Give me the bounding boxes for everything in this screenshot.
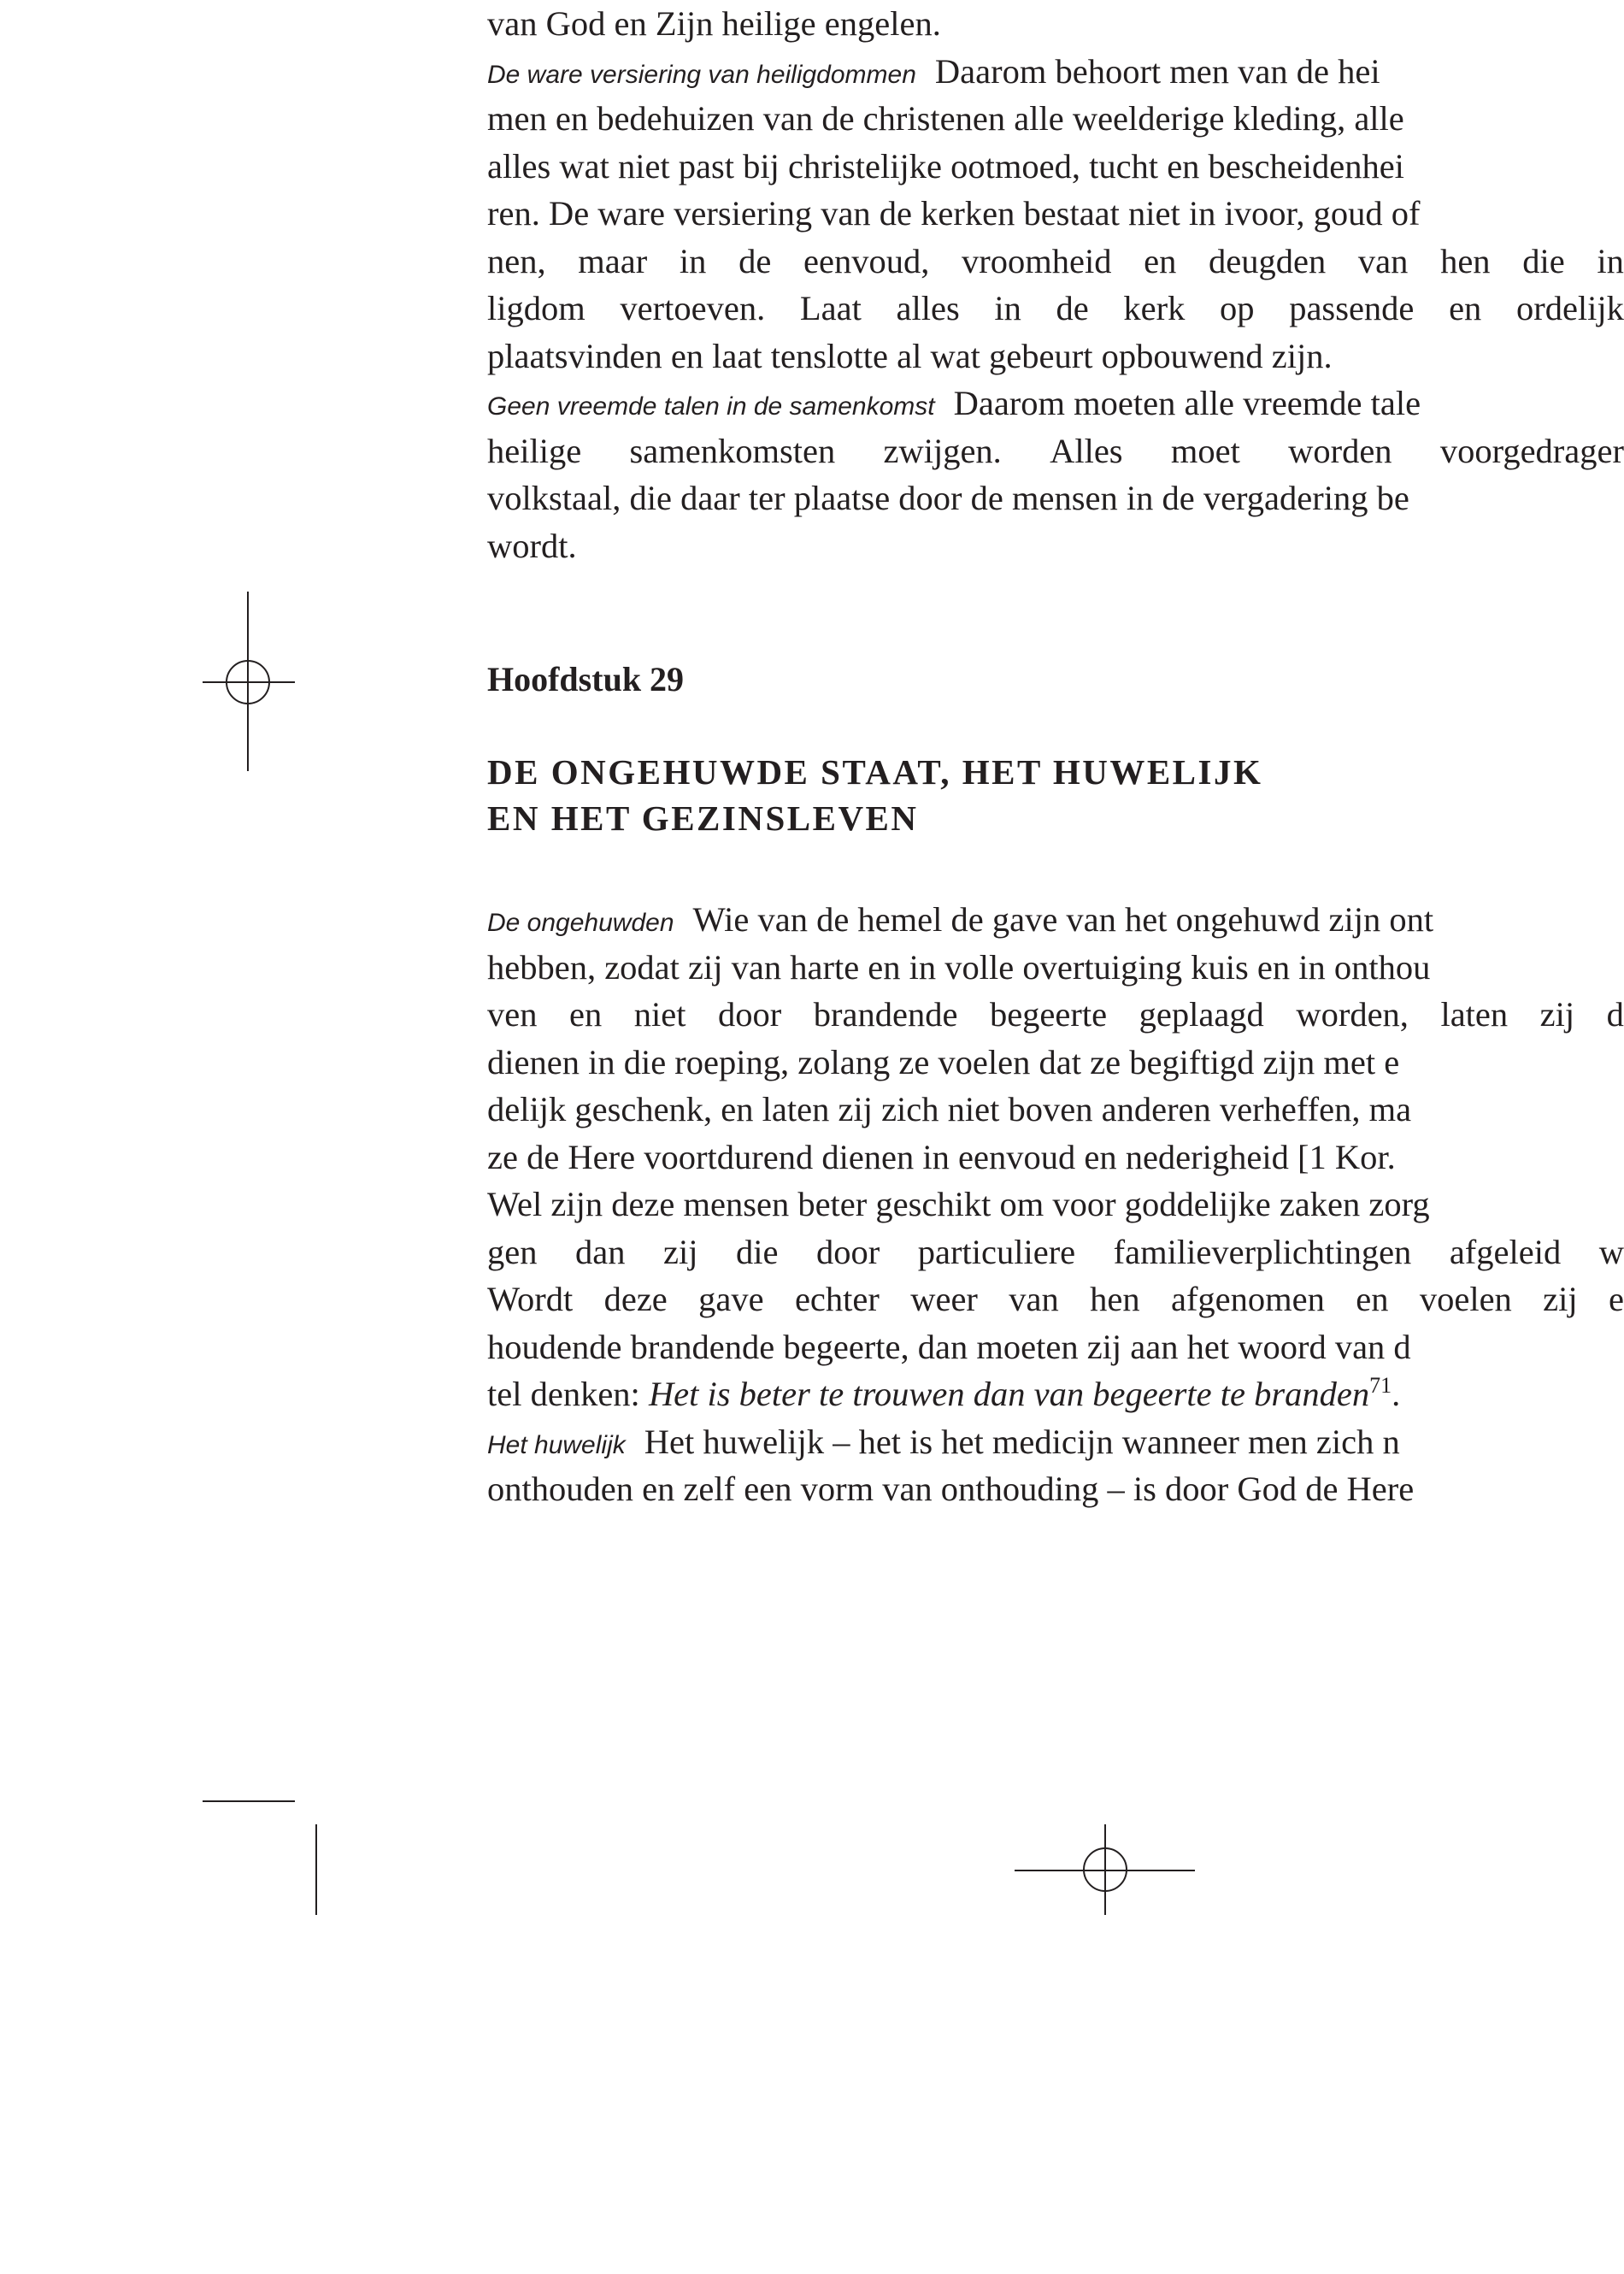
chapter-title-line: DE ONGEHUWDE STAAT, HET HUWELIJK: [487, 752, 1263, 792]
word: gave: [698, 1280, 764, 1318]
margin-heading: Het huwelijk: [487, 1430, 626, 1459]
text-line-justified: [487, 238, 1624, 286]
word: passende: [1289, 289, 1415, 327]
text-line-content: Daarom moeten alle vreemde tale: [953, 384, 1421, 422]
word: nen,: [487, 241, 546, 280]
word: weer: [910, 1280, 978, 1318]
text-line-content: .: [1392, 1375, 1401, 1413]
word: d: [1606, 995, 1624, 1034]
word: afgenomen: [1170, 1280, 1325, 1318]
word: ven: [487, 995, 538, 1034]
word: afgeleid: [1449, 1232, 1562, 1271]
word: Alles: [1050, 431, 1123, 470]
word: moet: [1170, 431, 1240, 470]
word: hen: [1090, 1280, 1140, 1318]
word: en: [1449, 289, 1482, 327]
word: ligdom: [487, 289, 585, 327]
text-line: [487, 48, 1624, 96]
text-line: alles wat niet past bij christelijke ootmoed, tucht en bescheidenhei: [487, 146, 1404, 186]
emphasized-quote: Het is beter te trouwen dan van begeerte te branden: [648, 1375, 1370, 1413]
text-line-justified: [487, 991, 1624, 1039]
word: zij: [1539, 995, 1575, 1034]
margin-heading: De ongehuwden: [487, 909, 674, 937]
text-line: [487, 1370, 1624, 1418]
word: vroomheid: [962, 241, 1112, 280]
word: heilige: [487, 431, 582, 470]
chapter-number: Hoofdstuk 29: [487, 660, 685, 698]
word: deze: [603, 1280, 668, 1318]
word: zij: [1543, 1280, 1578, 1318]
chapter-title: [487, 749, 1262, 841]
word: zij: [663, 1232, 698, 1271]
text-line: houdende brandende begeerte, dan moeten zij aan het woord van d: [487, 1327, 1411, 1366]
word: door: [816, 1232, 880, 1271]
text-line: van God en Zijn heilige engelen.: [487, 4, 941, 43]
word: echter: [794, 1280, 880, 1318]
text-line: ren. De ware versiering van de kerken bestaat niet in ivoor, goud of: [487, 194, 1421, 233]
crosshair-circle: [226, 660, 270, 704]
text-line: onthouden en zelf een vorm van onthouding – is door God de Here: [487, 1470, 1415, 1508]
word: in: [679, 241, 707, 280]
text-line-content: Wie van de hemel de gave van het ongehuwd zijn ont: [692, 900, 1434, 939]
footnote-reference: 71: [1369, 1373, 1392, 1398]
crop-mark-horizontal-line: [203, 1800, 295, 1802]
word: Laat: [799, 289, 862, 327]
word: gen: [487, 1232, 538, 1271]
word: begeerte: [989, 995, 1108, 1034]
text-block-chapter-body: [487, 896, 1624, 1513]
text-line-justified: [487, 285, 1624, 333]
text-line: Wel zijn deze mensen beter geschikt om voor goddelijke zaken zorg: [487, 1185, 1430, 1223]
text-line: ze de Here voortdurend dienen in eenvoud en nederigheid [1 Kor.: [487, 1137, 1396, 1176]
word: van: [1009, 1280, 1059, 1318]
word: dan: [575, 1232, 626, 1271]
word: en: [1356, 1280, 1389, 1318]
text-line-justified: [487, 1275, 1624, 1323]
word: worden: [1288, 431, 1392, 470]
word: maar: [578, 241, 648, 280]
word: op: [1220, 289, 1255, 327]
word: familieverplichtingen: [1113, 1232, 1412, 1271]
word: particuliere: [917, 1232, 1076, 1271]
word: voorgedrager: [1439, 431, 1624, 470]
word: voelen: [1419, 1280, 1512, 1318]
text-line: hebben, zodat zij van harte en in volle overtuiging kuis en in onthou: [487, 947, 1431, 987]
text-line: [487, 896, 1624, 944]
word: in: [994, 289, 1021, 327]
word: zwijgen.: [883, 431, 1002, 470]
text-line-justified: [487, 1228, 1624, 1276]
word: ordelijk: [1515, 289, 1624, 327]
text-line: plaatsvinden en laat tenslotte al wat gebeurt opbouwend zijn.: [487, 336, 1333, 375]
text-line-content: Daarom behoort men van de hei: [934, 51, 1380, 91]
word: deugden: [1209, 241, 1327, 280]
text-line: dienen in die roeping, zolang ze voelen dat ze begiftigd zijn met e: [487, 1042, 1400, 1081]
word: geplaagd: [1139, 995, 1264, 1034]
word: van: [1357, 241, 1409, 280]
word: laten: [1440, 995, 1509, 1034]
text-line: delijk geschenk, en laten zij zich niet boven anderen verheffen, ma: [487, 1090, 1412, 1128]
word: e: [1609, 1280, 1624, 1318]
chapter-title-line: EN HET GEZINSLEVEN: [487, 798, 919, 838]
crosshair-circle: [1083, 1847, 1127, 1892]
text-line: wordt.: [487, 526, 577, 565]
text-block-continuation: [487, 0, 1624, 569]
text-line-content: tel denken:: [487, 1375, 640, 1413]
word: alles: [896, 289, 960, 327]
text-line: [487, 1418, 1624, 1466]
text-line: volkstaal, die daar ter plaatse door de mensen in de vergadering be: [487, 479, 1409, 517]
word: die: [736, 1232, 779, 1271]
word: hen: [1440, 241, 1491, 280]
word: brandende: [813, 995, 958, 1034]
word: w: [1598, 1232, 1624, 1271]
word: worden,: [1296, 995, 1409, 1034]
word: in: [1597, 241, 1624, 280]
word: door: [718, 995, 782, 1034]
word: die: [1522, 241, 1565, 280]
word: samenkomsten: [629, 431, 836, 470]
word: de: [1056, 289, 1089, 327]
word: en: [569, 995, 603, 1034]
margin-heading: De ware versiering van heiligdommen: [487, 60, 916, 89]
word: niet: [633, 995, 686, 1034]
word: kerk: [1123, 289, 1186, 327]
word: Wordt: [487, 1280, 574, 1318]
word: eenvoud,: [803, 241, 930, 280]
crop-mark-vertical-line: [315, 1824, 317, 1915]
text-line: [487, 380, 1624, 427]
text-line-justified: [487, 427, 1624, 475]
word: vertoeven.: [620, 289, 766, 327]
margin-heading: Geen vreemde talen in de samenkomst: [487, 392, 935, 421]
word: de: [738, 241, 772, 280]
word: en: [1144, 241, 1177, 280]
text-line: men en bedehuizen van de christenen alle weelderige kleding, alle: [487, 99, 1404, 138]
text-line-content: Het huwelijk – het is het medicijn wanneer men zich n: [644, 1422, 1400, 1461]
